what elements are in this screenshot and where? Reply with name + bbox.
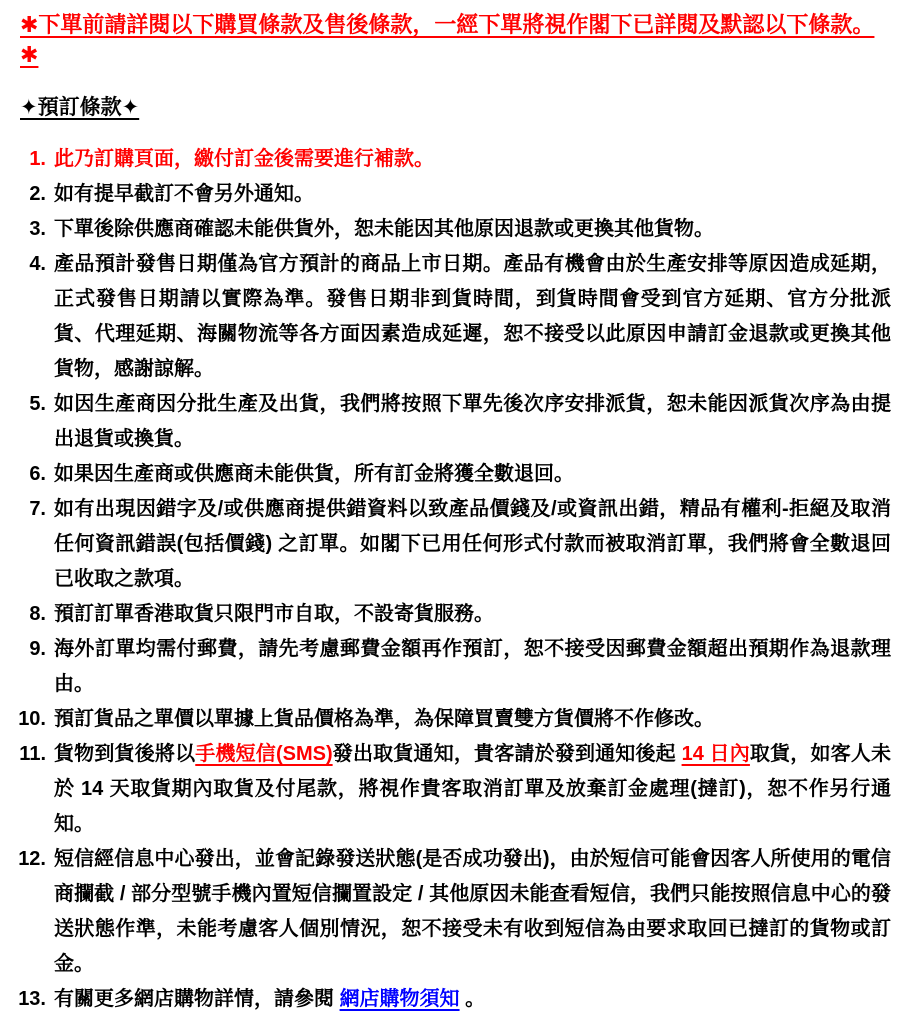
term-item: [12, 597, 891, 632]
highlighted-text: 手機短信(SMS): [195, 743, 333, 765]
term-item: [12, 212, 891, 247]
term-text: [54, 842, 891, 982]
term-item: [12, 982, 891, 1017]
term-item: [12, 632, 891, 702]
term-segment: 如果因生產商或供應商未能供貨，所有訂金將獲全數退回。: [54, 463, 574, 485]
term-item: [12, 842, 891, 982]
term-number: 1.: [29, 148, 46, 170]
term-text: [54, 982, 891, 1017]
term-segment: 如有出現因錯字及/或供應商提供錯資料以致產品價錢及/或資訊出錯，精品有權利-拒絕及取消任何資訊錯誤(包括價錢) 之訂單。如閣下已用任何形式付款而被取消訂單，我們將會全數退回已收取之款項。: [54, 498, 891, 590]
term-number: 3.: [29, 218, 46, 240]
purchase-notice-banner: ✱下單前請詳閱以下購買條款及售後條款，一經下單將視作閣下已詳閱及默認以下條款。 ✱: [20, 12, 875, 67]
term-number: 9.: [29, 638, 46, 660]
term-segment: 。: [459, 988, 486, 1010]
term-text: [54, 142, 891, 177]
preorder-terms-heading: ✦預訂條款✦: [20, 96, 140, 119]
term-item: [12, 737, 891, 842]
term-item: [12, 387, 891, 457]
term-number: 11.: [19, 743, 46, 765]
term-item: [12, 492, 891, 597]
term-segment: 如有提早截訂不會另外通知。: [54, 183, 314, 205]
highlighted-text: 14 日內: [681, 743, 750, 765]
term-item: [12, 177, 891, 212]
term-segment: 發出取貨通知，貴客請於發到通知後起: [332, 743, 682, 765]
term-text: [54, 597, 891, 632]
term-number: 2.: [29, 183, 46, 205]
shop-guide-link[interactable]: 網店購物須知: [339, 988, 460, 1010]
term-segment: 有關更多網店購物詳情，請參閱: [54, 988, 340, 1010]
term-segment: 如因生產商因分批生產及出貨，我們將按照下單先後次序安排派貨，恕未能因派貨次序為由提出退貨或換貨。: [54, 393, 891, 450]
term-number: 13.: [18, 988, 46, 1010]
term-item: [12, 247, 891, 387]
term-segment: 取貨，如客人未於 14 天取貨期內取貨及付尾款，將視作貴客取消訂單及放棄訂金處理(撻訂)，恕不作另行通知。: [54, 743, 891, 835]
term-text: [54, 212, 891, 247]
term-item: [12, 457, 891, 492]
term-text: [54, 177, 891, 212]
term-item: [12, 142, 891, 177]
term-text: [54, 387, 891, 457]
term-segment: 短信經信息中心發出，並會記錄發送狀態(是否成功發出)，由於短信可能會因客人所使用的電信商攔截 / 部分型號手機內置短信攔置設定 / 其他原因未能查看短信，我們只能按照信息中心的發送狀態作準，未能考慮客人個別情況，恕不接受未有收到短信為由要求取回已撻訂的貨物或訂金。: [54, 848, 891, 975]
term-number: 4.: [29, 253, 46, 275]
term-number: 7.: [29, 498, 46, 520]
term-segment: 預訂訂單香港取貨只限門市自取，不設寄貨服務。: [54, 603, 494, 625]
term-number: 6.: [29, 463, 46, 485]
term-text: [54, 492, 891, 597]
term-segment: 海外訂單均需付郵費，請先考慮郵費金額再作預訂，恕不接受因郵費金額超出預期作為退款理由。: [54, 638, 891, 695]
terms-list: [12, 142, 891, 1017]
term-text: [54, 702, 891, 737]
term-segment: 下單後除供應商確認未能供貨外，恕未能因其他原因退款或更換其他貨物。: [54, 218, 714, 240]
term-segment: 產品預計發售日期僅為官方預計的商品上市日期。產品有機會由於生產安排等原因造成延期，正式發售日期請以實際為準。發售日期非到貨時間，到貨時間會受到官方延期、官方分批派貨、代理延期、海關物流等各方面因素造成延遲，恕不接受以此原因申請訂金退款或更換其他貨物，感謝諒解。: [54, 253, 891, 380]
term-text: [54, 737, 891, 842]
term-text: [54, 247, 891, 387]
term-segment: 貨物到貨後將以: [54, 743, 196, 765]
term-text: [54, 632, 891, 702]
term-number: 8.: [29, 603, 46, 625]
term-segment: 預訂貨品之單價以單據上貨品價格為準，為保障買賣雙方貨價將不作修改。: [54, 708, 714, 730]
term-number: 12.: [18, 848, 46, 870]
term-number: 10.: [18, 708, 46, 730]
term-text: [54, 457, 891, 492]
term-segment: 此乃訂購頁面，繳付訂金後需要進行補款。: [54, 148, 434, 170]
term-number: 5.: [29, 393, 46, 415]
term-item: [12, 702, 891, 737]
